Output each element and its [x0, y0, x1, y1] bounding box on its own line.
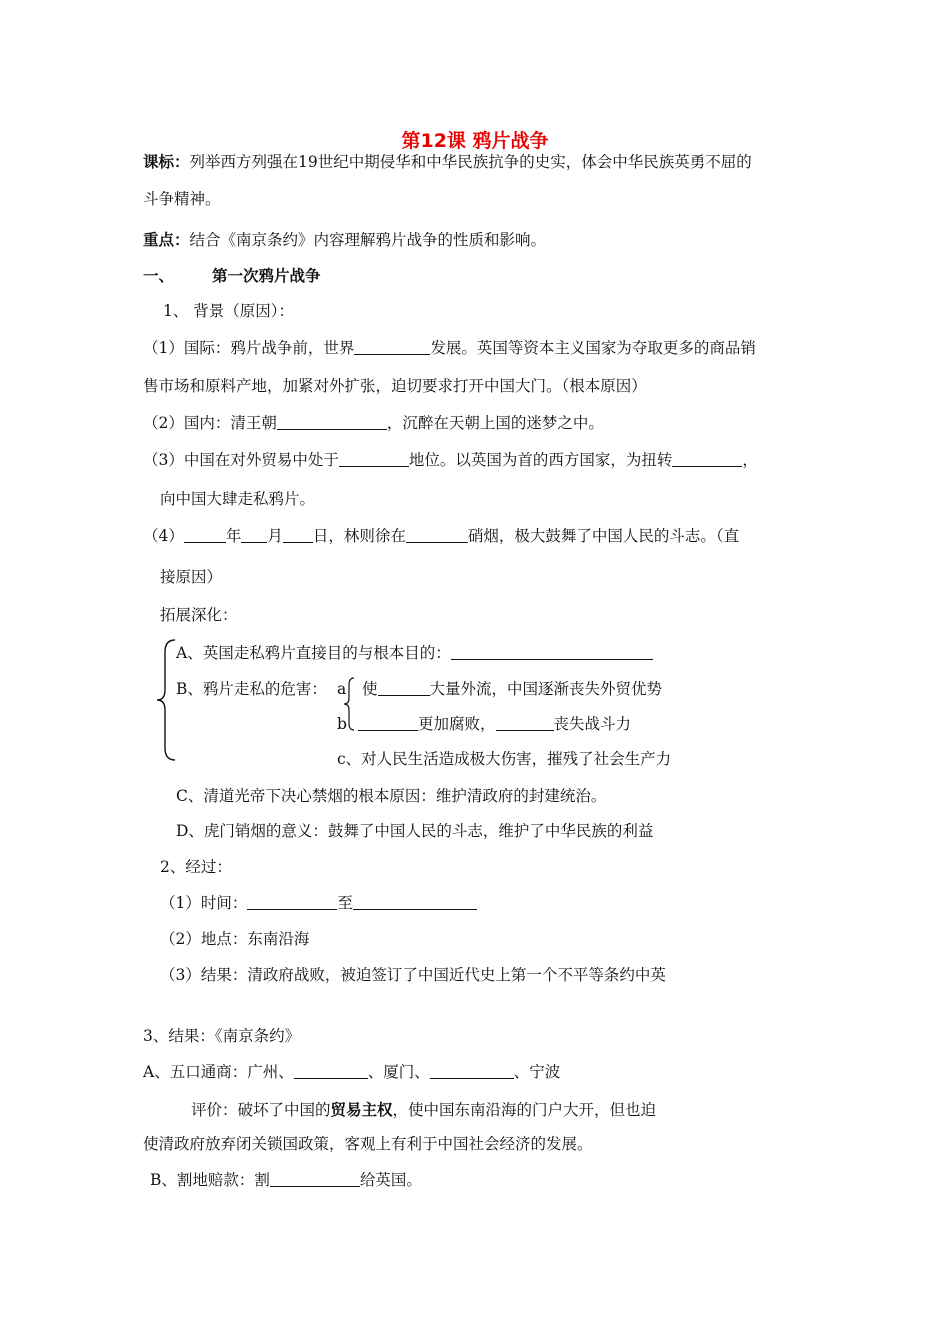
kebiao-colon: ： [174, 152, 190, 171]
tuozhan-bc: c、对人民生活造成极大伤害，摧残了社会生产力 [337, 750, 672, 768]
kebiao-line [143, 152, 752, 172]
fill-blank[interactable] [358, 714, 418, 731]
bg-p4-text-a: （4） [143, 527, 184, 545]
tuozhan-a [176, 643, 653, 663]
jieguo-b [150, 1170, 422, 1190]
jieguo-a-text-b: 、厦门、 [367, 1063, 430, 1081]
tuozhan-a-text: A、英国走私鸦片直接目的与根本目的： [176, 644, 451, 662]
evaluation-bold: 贸易主权 [330, 1100, 393, 1119]
jingguo-place: （2）地点：东南沿海 [160, 930, 310, 948]
tuozhan-bb-text-a: 更加腐败， [418, 715, 496, 733]
bg-p4-year: 年 [225, 527, 242, 545]
zhongdian-line [143, 230, 546, 250]
bg-p4-text-d: 日，林则徐在 [312, 527, 406, 545]
bg-p1-text-a: （1）国际：鸦片战争前，世界 [143, 339, 355, 357]
fill-blank[interactable] [354, 338, 430, 355]
evaluation-text-b: ，使中国东南沿海的门户大开，但也迫 [392, 1101, 657, 1119]
jingguo-time [160, 893, 477, 913]
bg-p2-text-b: ，沉醉在天朝上国的迷梦之中。 [386, 414, 604, 432]
fill-blank[interactable] [430, 1062, 514, 1079]
zhongdian-text: 结合《南京条约》内容理解鸦片战争的性质和影响。 [189, 231, 547, 249]
evaluation-text-a: 评价：破坏了中国的 [191, 1101, 331, 1119]
fill-blank[interactable] [247, 893, 337, 910]
section1-title: 第一次鸦片战争 [212, 266, 321, 285]
background-heading: 1、 背景（原因）： [163, 302, 295, 320]
fill-blank[interactable] [672, 450, 742, 467]
jingguo-heading: 2、经过： [160, 858, 232, 876]
fill-blank[interactable] [270, 1170, 360, 1187]
jingguo-result: （3）结果：清政府战败，被迫签订了中国近代史上第一个不平等条约中英 [160, 966, 666, 984]
kebiao-text-2: 斗争精神。 [143, 190, 221, 208]
tuozhan-bb-label: b [337, 715, 347, 733]
tuozhan-ba-text-b: 大量外流，中国逐渐丧失外贸优势 [429, 680, 663, 698]
tuozhan-c: C、清道光帝下决心禁烟的根本原因：维护清政府的封建统治。 [176, 787, 607, 805]
jieguo-a-text-a: A、五口通商：广州、 [143, 1063, 294, 1081]
tuozhan-ba [362, 679, 662, 699]
tuozhan-ba-text-a: 使 [362, 680, 378, 698]
tuozhan-b: B、鸦片走私的危害： [176, 680, 327, 698]
bg-p3-text-c: ， [742, 451, 758, 469]
bg-p3-text-a: （3）中国在对外贸易中处于 [143, 451, 339, 469]
fill-blank[interactable] [496, 714, 554, 731]
left-brace-icon [155, 638, 177, 762]
tuozhan-bb-text-b: 丧失战斗力 [553, 715, 632, 733]
jieguo-evaluation [191, 1100, 656, 1120]
bg-p1-cont: 售市场和原料产地，加紧对外扩张，迫切要求打开中国大门。（根本原因） [143, 377, 647, 395]
bg-p3-cont: 向中国大肆走私鸦片。 [160, 490, 316, 508]
tuozhan-ba-label: a [337, 680, 347, 698]
section1-num: 一、 [143, 266, 175, 285]
fill-blank[interactable] [241, 526, 267, 543]
bg-p4-cont: 接原因） [160, 568, 223, 586]
jieguo-heading: 3、结果：《南京条约》 [143, 1027, 301, 1045]
bg-p1 [143, 338, 756, 358]
fill-blank[interactable] [406, 526, 468, 543]
page-title: 第12课 鸦片战争 [401, 130, 549, 152]
fill-blank[interactable] [277, 413, 387, 430]
fill-blank[interactable] [451, 643, 653, 660]
bg-p4-text-e: 硝烟，极大鼓舞了中国人民的斗志。（直 [467, 527, 740, 545]
kebiao-label: 课标 [143, 152, 175, 171]
jieguo-b-text-b: 给英国。 [359, 1171, 422, 1189]
fill-blank[interactable] [378, 679, 430, 696]
bg-p2-text-a: （2）国内：清王朝 [143, 414, 277, 432]
kebiao-text: 列举西方列强在19世纪中期侵华和中华民族抗争的史实，体会中华民族英勇不屈的 [189, 153, 752, 171]
tuozhan-d: D、虎门销烟的意义：鼓舞了中国人民的斗志，维护了中华民族的利益 [176, 822, 654, 840]
fill-blank[interactable] [339, 450, 409, 467]
zhongdian-label: 重点 [143, 230, 175, 249]
bg-p3 [143, 450, 758, 470]
fill-blank[interactable] [294, 1062, 368, 1079]
bg-p4 [143, 526, 739, 546]
bg-p3-text-b: 地位。以英国为首的西方国家，为扭转 [408, 451, 673, 469]
jingguo-to: 至 [337, 894, 353, 912]
bg-p1-text-b: 发展。英国等资本主义国家为夺取更多的商品销 [430, 339, 756, 357]
fill-blank[interactable] [184, 526, 226, 543]
fill-blank[interactable] [353, 893, 477, 910]
jingguo-time-text: （1）时间： [160, 894, 248, 912]
fill-blank[interactable] [283, 526, 313, 543]
zhongdian-colon: ： [174, 230, 190, 249]
jieguo-a-text-c: 、宁波 [513, 1063, 561, 1081]
bg-p2 [143, 413, 604, 433]
tuozhan-heading: 拓展深化： [160, 606, 238, 624]
jieguo-b-text-a: B、割地赔款：割 [150, 1171, 270, 1189]
tuozhan-bb [358, 714, 631, 734]
jieguo-evaluation-cont: 使清政府放弃闭关锁国政策，客观上有利于中国社会经济的发展。 [143, 1135, 593, 1153]
jieguo-a [143, 1062, 560, 1082]
bg-p4-month: 月 [267, 527, 283, 545]
